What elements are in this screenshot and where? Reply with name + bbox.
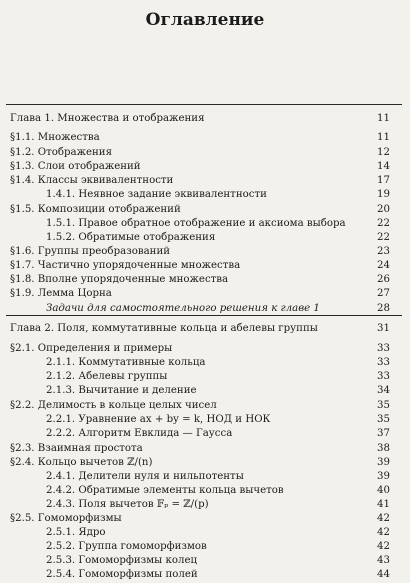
toc-entry-tasks[interactable] [46, 302, 390, 316]
toc-entry-page: 22 [377, 218, 390, 229]
toc-entry-label: 2.1.2. Абелевы группы [46, 371, 168, 382]
toc-entry-section[interactable] [10, 203, 390, 217]
toc-entry-section[interactable] [10, 146, 390, 160]
toc-entry-page: 26 [377, 274, 390, 285]
toc-entry-section[interactable] [10, 131, 390, 145]
toc-entry-label: §1.1. Множества [10, 132, 100, 143]
toc-entry-label: §1.9. Лемма Цорна [10, 288, 112, 299]
toc-entry-section[interactable] [10, 456, 390, 470]
toc-entry-page: 19 [377, 189, 390, 200]
page-title: Оглавление [145, 10, 265, 30]
toc-entry-page: 33 [377, 357, 390, 368]
toc-entry-page: 41 [377, 499, 390, 510]
toc-entry-page: 20 [377, 204, 390, 215]
toc-entry-page: 28 [377, 303, 390, 314]
toc-entry-section[interactable] [10, 399, 390, 413]
toc-entry-page: 12 [377, 147, 390, 158]
toc-entry-subsection[interactable] [46, 413, 390, 427]
toc-entry-label: §1.6. Группы преобразований [10, 246, 171, 257]
toc-entry-section[interactable] [10, 442, 390, 456]
toc-entry-label: §1.7. Частично упорядоченные множества [10, 260, 241, 271]
toc-entry-section[interactable] [10, 160, 390, 174]
toc-entry-page: 40 [377, 485, 390, 496]
toc-entry-subsection[interactable] [46, 356, 390, 370]
toc-entry-page: 11 [377, 132, 390, 143]
toc-entry-label: §1.5. Композиции отображений [10, 204, 181, 215]
toc-entry-section[interactable] [10, 245, 390, 259]
toc-entry-label: §2.4. Кольцо вычетов ℤ/(n) [10, 457, 153, 468]
toc-entry-page: 42 [377, 541, 390, 552]
toc-entry-page: 33 [377, 371, 390, 382]
toc-entry-label: 1.5.2. Обратимые отображения [46, 232, 216, 243]
toc-entry-label: §2.5. Гомоморфизмы [10, 513, 122, 524]
toc-entry-label: 2.2.2. Алгоритм Евклида — Гаусса [46, 428, 233, 439]
toc-entry-subsection[interactable] [46, 470, 390, 484]
toc-entry-label: §2.3. Взаимная простота [10, 443, 143, 454]
toc-entry-subsection[interactable] [46, 526, 390, 540]
toc-entry-page: 39 [377, 457, 390, 468]
toc-entry-page: 37 [377, 428, 390, 439]
toc-entry-label: 2.2.1. Уравнение ax + by = k, НОД и НОК [46, 414, 271, 425]
toc-entry-label: 1.4.1. Неявное задание эквивалентности [46, 189, 267, 200]
toc-entry-label: 1.5.1. Правое обратное отображение и аксиома выбора [46, 218, 346, 229]
toc-entry-label: §1.2. Отображения [10, 147, 113, 158]
toc-entry-page: 31 [377, 323, 390, 334]
toc-entry-label: 2.4.1. Делители нуля и нильпотенты [46, 471, 244, 482]
toc-entry-section[interactable] [10, 287, 390, 301]
toc-entry-page: 38 [377, 443, 390, 454]
toc-entry-page: 22 [377, 232, 390, 243]
toc-entry-subsection[interactable] [46, 217, 390, 231]
toc-entry-page: 43 [377, 555, 390, 566]
toc-entry-subsection[interactable] [46, 554, 390, 568]
toc-entry-label: Глава 2. Поля, коммутативные кольца и абелевы группы [10, 323, 318, 334]
toc-entry-label: 2.1.1. Коммутативные кольца [46, 357, 206, 368]
separator-rule [6, 104, 402, 105]
toc-entry-label: 2.4.2. Обратимые элементы кольца вычетов [46, 485, 284, 496]
toc-entry-chapter[interactable] [10, 112, 390, 126]
toc-entry-label: 2.1.3. Вычитание и деление [46, 385, 197, 396]
toc-entry-label: §2.2. Делимость в кольце целых чисел [10, 400, 217, 411]
toc-entry-page: 11 [377, 113, 390, 124]
toc-entry-page: 34 [377, 385, 390, 396]
toc-entry-section[interactable] [10, 273, 390, 287]
toc-entry-page: 27 [377, 288, 390, 299]
toc-entry-section[interactable] [10, 512, 390, 526]
toc-entry-label: §1.4. Классы эквивалентности [10, 175, 174, 186]
toc-entry-label: 2.5.1. Ядро [46, 527, 106, 538]
toc-entry-page: 33 [377, 343, 390, 354]
toc-entry-subsection[interactable] [46, 231, 390, 245]
toc-entry-section[interactable] [10, 174, 390, 188]
toc-entry-label: 2.5.4. Гомоморфизмы полей [46, 569, 198, 580]
toc-entry-label: Задачи для самостоятельного решения к главе 1 [46, 303, 320, 314]
toc-entry-page: 14 [377, 161, 390, 172]
toc-entry-label: 2.5.3. Гомоморфизмы колец [46, 555, 198, 566]
toc-entry-subsection[interactable] [46, 484, 390, 498]
toc-entry-subsection[interactable] [46, 498, 390, 512]
toc-entry-page: 42 [377, 527, 390, 538]
toc-entry-page: 35 [377, 414, 390, 425]
toc-entry-label: Глава 1. Множества и отображения [10, 113, 205, 124]
toc-entry-page: 23 [377, 246, 390, 257]
toc-entry-subsection[interactable] [46, 540, 390, 554]
toc-entry-page: 24 [377, 260, 390, 271]
toc-entry-chapter[interactable] [10, 322, 390, 336]
toc-entry-label: §1.3. Слои отображений [10, 161, 141, 172]
toc-entry-label: §1.8. Вполне упорядоченные множества [10, 274, 229, 285]
toc-entry-subsection[interactable] [46, 427, 390, 441]
toc-entry-label: 2.5.2. Группа гомоморфизмов [46, 541, 207, 552]
toc-entry-page: 44 [377, 569, 390, 580]
toc-entry-subsection[interactable] [46, 370, 390, 384]
toc-entry-subsection[interactable] [46, 188, 390, 202]
toc-entry-page: 17 [377, 175, 390, 186]
toc-entry-subsection[interactable] [46, 384, 390, 398]
toc-entry-label: §2.1. Определения и примеры [10, 343, 173, 354]
toc-entry-section[interactable] [10, 259, 390, 273]
toc-entry-page: 35 [377, 400, 390, 411]
toc-entry-page: 42 [377, 513, 390, 524]
toc-entry-label: 2.4.3. Поля вычетов 𝔽ₚ = ℤ/(p) [46, 499, 209, 510]
toc-entry-section[interactable] [10, 342, 390, 356]
toc-entry-subsection[interactable] [46, 568, 390, 582]
toc-entry-page: 39 [377, 471, 390, 482]
